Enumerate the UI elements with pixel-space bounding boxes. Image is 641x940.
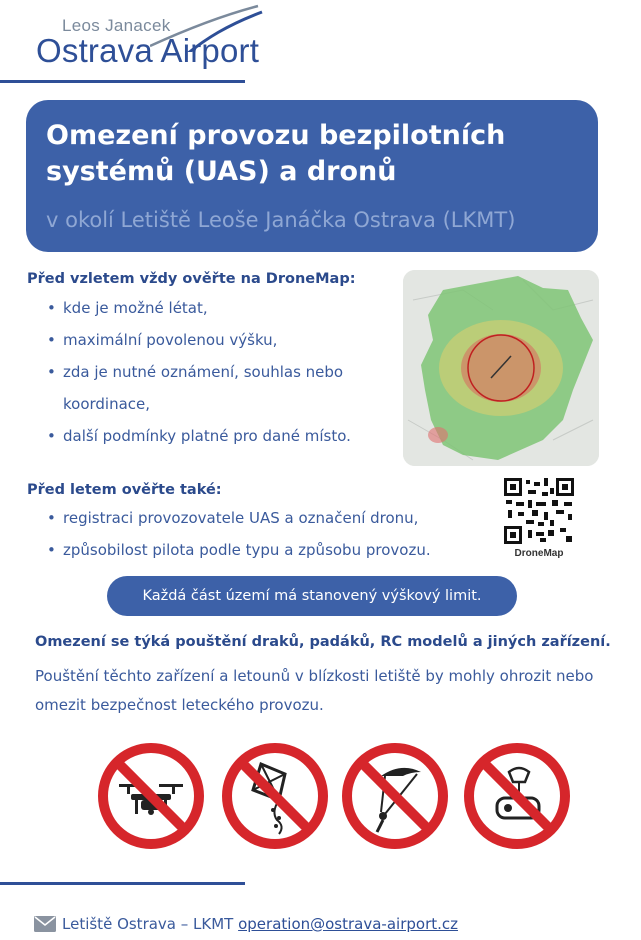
footer-divider xyxy=(0,882,245,885)
list-item: • zda je nutné oznámení, souhlas nebo xyxy=(46,356,391,388)
logo-line2: Ostrava Airport xyxy=(36,32,260,69)
no-drone-icon xyxy=(97,742,205,850)
envelope-icon xyxy=(34,916,56,932)
list-item: • registraci provozovatele UAS a označení dronu, xyxy=(46,502,486,534)
prohibition-icons xyxy=(97,742,577,854)
no-paraglider-icon xyxy=(341,742,449,850)
page-title: Omezení provozu bezpilotních systémů (UAS) a dronů xyxy=(46,120,506,187)
page-subtitle: v okolí Letiště Leoše Janáčka Ostrava (LKMT) xyxy=(46,208,516,232)
before-flight-list xyxy=(46,502,486,566)
footer-email-link[interactable]: operation@ostrava-airport.cz xyxy=(238,915,459,933)
list-item: • kde je možné létat, xyxy=(46,292,391,324)
list-item: koordinace, xyxy=(63,395,151,413)
footer-contact: Letiště Ostrava – LKMT xyxy=(62,915,234,933)
header-divider xyxy=(0,80,245,83)
footer xyxy=(34,915,458,933)
title-banner xyxy=(26,100,598,252)
dronemap-image xyxy=(403,270,599,466)
list-item: • další podmínky platné pro dané místo. xyxy=(46,420,391,452)
list-item: • způsobilost pilota podle typu a způsobu provozu. xyxy=(46,534,486,566)
height-limit-banner: Každá část území má stanovený výškový limit. xyxy=(107,576,517,616)
logo-line1: Leos Janacek xyxy=(62,16,171,35)
list-item: • maximální povolenou výšku, xyxy=(46,324,391,356)
map-icon xyxy=(403,270,599,466)
restriction-heading: Omezení se týká pouštění draků, padáků, RC modelů a jiných zařízení. xyxy=(35,634,611,650)
qr-label: DroneMap xyxy=(514,548,564,559)
qr-code-icon[interactable] xyxy=(504,478,574,544)
before-flight-heading: Před letem ověřte také: xyxy=(27,482,222,498)
no-kite-icon xyxy=(221,742,329,850)
before-takeoff-heading: Před vzletem vždy ověřte na DroneMap: xyxy=(27,271,356,287)
no-rc-model-icon xyxy=(463,742,571,850)
restriction-text: Pouštění těchto zařízení a letounů v blízkosti letiště by mohly ohrozit nebo omezit bezpečnost leteckého provozu. xyxy=(35,667,594,714)
before-takeoff-list xyxy=(46,292,391,452)
